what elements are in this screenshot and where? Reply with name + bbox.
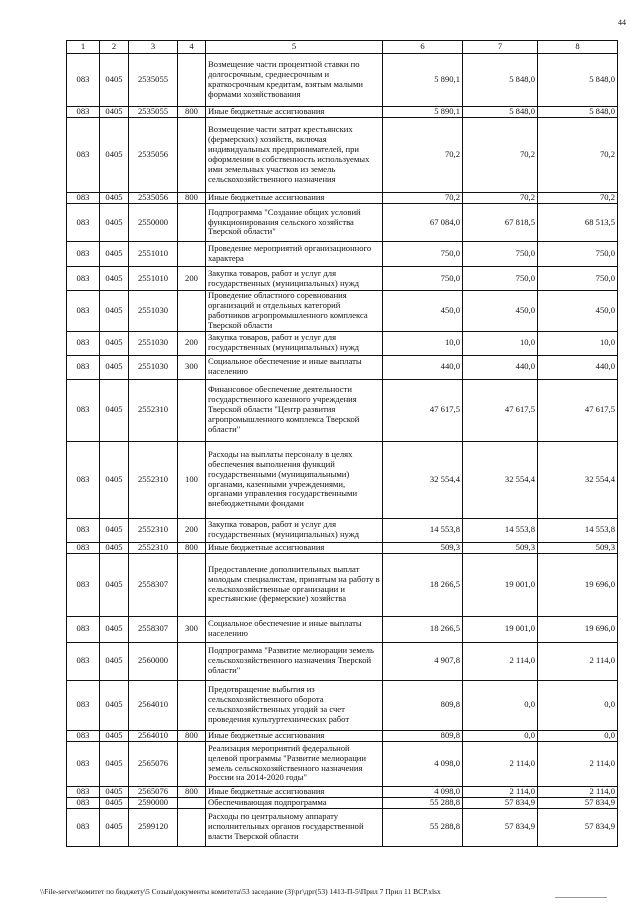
description-cell: Проведение областного соревнования организаций и отдельных категорий работников агропромышленного комплекса Тверской области bbox=[206, 291, 383, 332]
value-cell-col7: 47 617,5 bbox=[463, 379, 538, 441]
table-row bbox=[67, 730, 618, 741]
description-cell: Подпрограмма "Развитие мелиорации земель сельскохозяйственного назначения Тверской области" bbox=[206, 642, 383, 680]
admin-code-cell: 083 bbox=[67, 680, 100, 730]
expense-type-cell bbox=[178, 291, 206, 332]
value-cell-col7: 67 818,5 bbox=[463, 204, 538, 242]
expense-type-cell: 800 bbox=[178, 786, 206, 797]
value-cell-col8: 750,0 bbox=[538, 242, 618, 267]
value-cell-col6: 750,0 bbox=[383, 242, 463, 267]
value-cell-col7: 70,2 bbox=[463, 118, 538, 193]
value-cell-col6: 47 617,5 bbox=[383, 379, 463, 441]
value-cell-col7: 450,0 bbox=[463, 291, 538, 332]
section-code-cell: 0405 bbox=[100, 518, 129, 542]
value-cell-col6: 32 554,4 bbox=[383, 441, 463, 518]
admin-code-cell: 083 bbox=[67, 54, 100, 107]
value-cell-col8: 10,0 bbox=[538, 331, 618, 355]
value-cell-col8: 19 696,0 bbox=[538, 616, 618, 642]
admin-code-cell: 083 bbox=[67, 331, 100, 355]
value-cell-col8: 70,2 bbox=[538, 193, 618, 204]
table-row bbox=[67, 291, 618, 332]
section-code-cell: 0405 bbox=[100, 730, 129, 741]
value-cell-col6: 55 288,8 bbox=[383, 797, 463, 808]
section-code-cell: 0405 bbox=[100, 441, 129, 518]
description-cell: Расходы на выплаты персоналу в целях обеспечения выполнения функций государственными (муниципальными) органами, казенными учреждениями, органами управления государственными внебюджетными фондами bbox=[206, 441, 383, 518]
value-cell-col8: 0,0 bbox=[538, 680, 618, 730]
value-cell-col8: 57 834,9 bbox=[538, 797, 618, 808]
value-cell-col6: 14 553,8 bbox=[383, 518, 463, 542]
section-code-cell: 0405 bbox=[100, 267, 129, 291]
table-row bbox=[67, 797, 618, 808]
value-cell-col6: 70,2 bbox=[383, 193, 463, 204]
description-cell: Предотвращение выбытия из сельскохозяйственного оборота сельскохозяйственных угодий за счет проведения культуртехнических работ bbox=[206, 680, 383, 730]
column-header: 3 bbox=[129, 41, 178, 54]
target-article-cell: 2535056 bbox=[129, 118, 178, 193]
value-cell-col7: 57 834,9 bbox=[463, 797, 538, 808]
description-cell: Возмещение части затрат крестьянских (фермерских) хозяйств, включая индивидуальных предпринимателей, при оформлении в собственность используемых ими земельных участков из земель сельскохозяйственного назначения bbox=[206, 118, 383, 193]
column-header: 6 bbox=[383, 41, 463, 54]
table-row bbox=[67, 680, 618, 730]
description-cell: Финансовое обеспечение деятельности государственного казенного учреждения Тверской области "Центр развития агропромышленного комплекса Тверской области" bbox=[206, 379, 383, 441]
value-cell-col6: 4 098,0 bbox=[383, 786, 463, 797]
value-cell-col6: 70,2 bbox=[383, 118, 463, 193]
description-cell: Предоставление дополнительных выплат молодым специалистам, принятым на работу в сельскохозяйственные организации и крестьянские (фермерские) хозяйства bbox=[206, 553, 383, 616]
value-cell-col6: 67 084,0 bbox=[383, 204, 463, 242]
file-path-footer: \\File-server\комитет по бюджету\5 Созыв\документы комитета\53 заседание (3)\рг\дрг(53) 1413-П-5\Прил 7 Прил 11 ВСР.xlsx bbox=[40, 887, 441, 896]
section-code-cell: 0405 bbox=[100, 642, 129, 680]
value-cell-col6: 55 288,8 bbox=[383, 808, 463, 846]
value-cell-col7: 2 114,0 bbox=[463, 786, 538, 797]
expense-type-cell bbox=[178, 54, 206, 107]
table-row bbox=[67, 54, 618, 107]
admin-code-cell: 083 bbox=[67, 118, 100, 193]
value-cell-col8: 68 513,5 bbox=[538, 204, 618, 242]
expense-type-cell: 800 bbox=[178, 107, 206, 118]
value-cell-col7: 57 834,9 bbox=[463, 808, 538, 846]
section-code-cell: 0405 bbox=[100, 797, 129, 808]
section-code-cell: 0405 bbox=[100, 355, 129, 379]
table-row bbox=[67, 553, 618, 616]
section-code-cell: 0405 bbox=[100, 54, 129, 107]
admin-code-cell: 083 bbox=[67, 642, 100, 680]
expense-type-cell: 800 bbox=[178, 542, 206, 553]
expense-type-cell: 800 bbox=[178, 193, 206, 204]
section-code-cell: 0405 bbox=[100, 786, 129, 797]
table-row bbox=[67, 441, 618, 518]
description-cell: Обеспечивающая подпрограмма bbox=[206, 797, 383, 808]
description-cell: Социальное обеспечение и иные выплаты населению bbox=[206, 355, 383, 379]
value-cell-col8: 440,0 bbox=[538, 355, 618, 379]
value-cell-col8: 2 114,0 bbox=[538, 741, 618, 786]
section-code-cell: 0405 bbox=[100, 616, 129, 642]
admin-code-cell: 083 bbox=[67, 616, 100, 642]
admin-code-cell: 083 bbox=[67, 542, 100, 553]
admin-code-cell: 083 bbox=[67, 379, 100, 441]
admin-code-cell: 083 bbox=[67, 204, 100, 242]
expense-type-cell bbox=[178, 118, 206, 193]
page-number: 44 bbox=[618, 18, 626, 27]
section-code-cell: 0405 bbox=[100, 379, 129, 441]
target-article-cell: 2551010 bbox=[129, 242, 178, 267]
section-code-cell: 0405 bbox=[100, 118, 129, 193]
value-cell-col6: 809,8 bbox=[383, 730, 463, 741]
admin-code-cell: 083 bbox=[67, 797, 100, 808]
table-header-row bbox=[67, 41, 618, 54]
section-code-cell: 0405 bbox=[100, 542, 129, 553]
admin-code-cell: 083 bbox=[67, 518, 100, 542]
value-cell-col7: 19 001,0 bbox=[463, 616, 538, 642]
section-code-cell: 0405 bbox=[100, 291, 129, 332]
table-row bbox=[67, 741, 618, 786]
value-cell-col6: 18 266,5 bbox=[383, 616, 463, 642]
admin-code-cell: 083 bbox=[67, 441, 100, 518]
value-cell-col6: 4 098,0 bbox=[383, 741, 463, 786]
section-code-cell: 0405 bbox=[100, 193, 129, 204]
value-cell-col7: 14 553,8 bbox=[463, 518, 538, 542]
value-cell-col7: 2 114,0 bbox=[463, 741, 538, 786]
value-cell-col6: 18 266,5 bbox=[383, 553, 463, 616]
table-row bbox=[67, 331, 618, 355]
expense-type-cell bbox=[178, 808, 206, 846]
expense-type-cell bbox=[178, 797, 206, 808]
section-code-cell: 0405 bbox=[100, 331, 129, 355]
target-article-cell: 2599120 bbox=[129, 808, 178, 846]
value-cell-col6: 4 907,8 bbox=[383, 642, 463, 680]
value-cell-col6: 750,0 bbox=[383, 267, 463, 291]
value-cell-col7: 5 848,0 bbox=[463, 107, 538, 118]
target-article-cell: 2552310 bbox=[129, 518, 178, 542]
value-cell-col8: 5 848,0 bbox=[538, 107, 618, 118]
value-cell-col8: 14 553,8 bbox=[538, 518, 618, 542]
budget-table bbox=[66, 40, 618, 847]
description-cell: Реализация мероприятий федеральной целевой программы "Развитие мелиорации земель сельскохозяйственного назначения России на 2014-2020 годы" bbox=[206, 741, 383, 786]
admin-code-cell: 083 bbox=[67, 242, 100, 267]
target-article-cell: 2535055 bbox=[129, 54, 178, 107]
admin-code-cell: 083 bbox=[67, 786, 100, 797]
table-row bbox=[67, 242, 618, 267]
expense-type-cell: 300 bbox=[178, 616, 206, 642]
target-article-cell: 2535056 bbox=[129, 193, 178, 204]
table-row bbox=[67, 808, 618, 846]
section-code-cell: 0405 bbox=[100, 741, 129, 786]
target-article-cell: 2552310 bbox=[129, 379, 178, 441]
target-article-cell: 2551030 bbox=[129, 331, 178, 355]
target-article-cell: 2551030 bbox=[129, 355, 178, 379]
description-cell: Иные бюджетные ассигнования bbox=[206, 542, 383, 553]
admin-code-cell: 083 bbox=[67, 193, 100, 204]
admin-code-cell: 083 bbox=[67, 291, 100, 332]
table-row bbox=[67, 107, 618, 118]
value-cell-col8: 750,0 bbox=[538, 267, 618, 291]
section-code-cell: 0405 bbox=[100, 553, 129, 616]
expense-type-cell bbox=[178, 204, 206, 242]
column-header: 8 bbox=[538, 41, 618, 54]
section-code-cell: 0405 bbox=[100, 680, 129, 730]
description-cell: Социальное обеспечение и иные выплаты населению bbox=[206, 616, 383, 642]
value-cell-col8: 2 114,0 bbox=[538, 786, 618, 797]
column-header: 1 bbox=[67, 41, 100, 54]
value-cell-col7: 440,0 bbox=[463, 355, 538, 379]
target-article-cell: 2551030 bbox=[129, 291, 178, 332]
value-cell-col6: 5 890,1 bbox=[383, 107, 463, 118]
value-cell-col7: 509,3 bbox=[463, 542, 538, 553]
expense-type-cell: 200 bbox=[178, 267, 206, 291]
value-cell-col8: 5 848,0 bbox=[538, 54, 618, 107]
column-header: 5 bbox=[206, 41, 383, 54]
value-cell-col8: 19 696,0 bbox=[538, 553, 618, 616]
target-article-cell: 2590000 bbox=[129, 797, 178, 808]
description-cell: Закупка товаров, работ и услуг для государственных (муниципальных) нужд bbox=[206, 267, 383, 291]
expense-type-cell: 200 bbox=[178, 331, 206, 355]
table-row bbox=[67, 118, 618, 193]
column-header: 2 bbox=[100, 41, 129, 54]
value-cell-col8: 509,3 bbox=[538, 542, 618, 553]
value-cell-col7: 750,0 bbox=[463, 242, 538, 267]
section-code-cell: 0405 bbox=[100, 204, 129, 242]
table-row bbox=[67, 204, 618, 242]
value-cell-col7: 2 114,0 bbox=[463, 642, 538, 680]
value-cell-col6: 10,0 bbox=[383, 331, 463, 355]
value-cell-col7: 5 848,0 bbox=[463, 54, 538, 107]
admin-code-cell: 083 bbox=[67, 730, 100, 741]
description-cell: Расходы по центральному аппарату исполнительных органов государственной власти Тверской области bbox=[206, 808, 383, 846]
description-cell: Закупка товаров, работ и услуг для государственных (муниципальных) нужд bbox=[206, 518, 383, 542]
value-cell-col7: 19 001,0 bbox=[463, 553, 538, 616]
description-cell: Подпрограмма "Создание общих условий функционирования сельского хозяйства Тверской области" bbox=[206, 204, 383, 242]
value-cell-col7: 70,2 bbox=[463, 193, 538, 204]
admin-code-cell: 083 bbox=[67, 355, 100, 379]
target-article-cell: 2565076 bbox=[129, 741, 178, 786]
value-cell-col6: 509,3 bbox=[383, 542, 463, 553]
value-cell-col6: 440,0 bbox=[383, 355, 463, 379]
expense-type-cell bbox=[178, 242, 206, 267]
value-cell-col6: 5 890,1 bbox=[383, 54, 463, 107]
value-cell-col7: 10,0 bbox=[463, 331, 538, 355]
value-cell-col8: 2 114,0 bbox=[538, 642, 618, 680]
value-cell-col7: 750,0 bbox=[463, 267, 538, 291]
expense-type-cell bbox=[178, 379, 206, 441]
section-code-cell: 0405 bbox=[100, 242, 129, 267]
table-row bbox=[67, 642, 618, 680]
target-article-cell: 2552310 bbox=[129, 542, 178, 553]
target-article-cell: 2552310 bbox=[129, 441, 178, 518]
table-row bbox=[67, 518, 618, 542]
description-cell: Иные бюджетные ассигнования bbox=[206, 730, 383, 741]
description-cell: Проведение мероприятий организационного характера bbox=[206, 242, 383, 267]
admin-code-cell: 083 bbox=[67, 808, 100, 846]
expense-type-cell bbox=[178, 553, 206, 616]
column-header: 7 bbox=[463, 41, 538, 54]
admin-code-cell: 083 bbox=[67, 741, 100, 786]
value-cell-col8: 47 617,5 bbox=[538, 379, 618, 441]
expense-type-cell: 800 bbox=[178, 730, 206, 741]
admin-code-cell: 083 bbox=[67, 267, 100, 291]
section-code-cell: 0405 bbox=[100, 107, 129, 118]
value-cell-col7: 0,0 bbox=[463, 680, 538, 730]
target-article-cell: 2558307 bbox=[129, 616, 178, 642]
section-code-cell: 0405 bbox=[100, 808, 129, 846]
value-cell-col7: 32 554,4 bbox=[463, 441, 538, 518]
table-row bbox=[67, 355, 618, 379]
expense-type-cell bbox=[178, 642, 206, 680]
expense-type-cell: 100 bbox=[178, 441, 206, 518]
expense-type-cell bbox=[178, 680, 206, 730]
target-article-cell: 2560000 bbox=[129, 642, 178, 680]
value-cell-col8: 57 834,9 bbox=[538, 808, 618, 846]
value-cell-col7: 0,0 bbox=[463, 730, 538, 741]
target-article-cell: 2564010 bbox=[129, 730, 178, 741]
value-cell-col8: 70,2 bbox=[538, 118, 618, 193]
expense-type-cell: 300 bbox=[178, 355, 206, 379]
table-row bbox=[67, 616, 618, 642]
target-article-cell: 2564010 bbox=[129, 680, 178, 730]
value-cell-col6: 450,0 bbox=[383, 291, 463, 332]
target-article-cell: 2550000 bbox=[129, 204, 178, 242]
admin-code-cell: 083 bbox=[67, 553, 100, 616]
target-article-cell: 2565076 bbox=[129, 786, 178, 797]
target-article-cell: 2558307 bbox=[129, 553, 178, 616]
table-row bbox=[67, 267, 618, 291]
admin-code-cell: 083 bbox=[67, 107, 100, 118]
description-cell: Закупка товаров, работ и услуг для государственных (муниципальных) нужд bbox=[206, 331, 383, 355]
description-cell: Иные бюджетные ассигнования bbox=[206, 193, 383, 204]
description-cell: Иные бюджетные ассигнования bbox=[206, 107, 383, 118]
column-header: 4 bbox=[178, 41, 206, 54]
value-cell-col8: 0,0 bbox=[538, 730, 618, 741]
target-article-cell: 2551010 bbox=[129, 267, 178, 291]
expense-type-cell: 200 bbox=[178, 518, 206, 542]
value-cell-col8: 32 554,4 bbox=[538, 441, 618, 518]
table-row bbox=[67, 193, 618, 204]
value-cell-col6: 809,8 bbox=[383, 680, 463, 730]
value-cell-col8: 450,0 bbox=[538, 291, 618, 332]
table-row bbox=[67, 379, 618, 441]
table-row bbox=[67, 542, 618, 553]
expense-type-cell bbox=[178, 741, 206, 786]
description-cell: Возмещение части процентной ставки по долгосрочным, среднесрочным и краткосрочным кредитам, взятым малыми формами хозяйствования bbox=[206, 54, 383, 107]
target-article-cell: 2535055 bbox=[129, 107, 178, 118]
table-row bbox=[67, 786, 618, 797]
footer-divider bbox=[555, 897, 607, 898]
description-cell: Иные бюджетные ассигнования bbox=[206, 786, 383, 797]
